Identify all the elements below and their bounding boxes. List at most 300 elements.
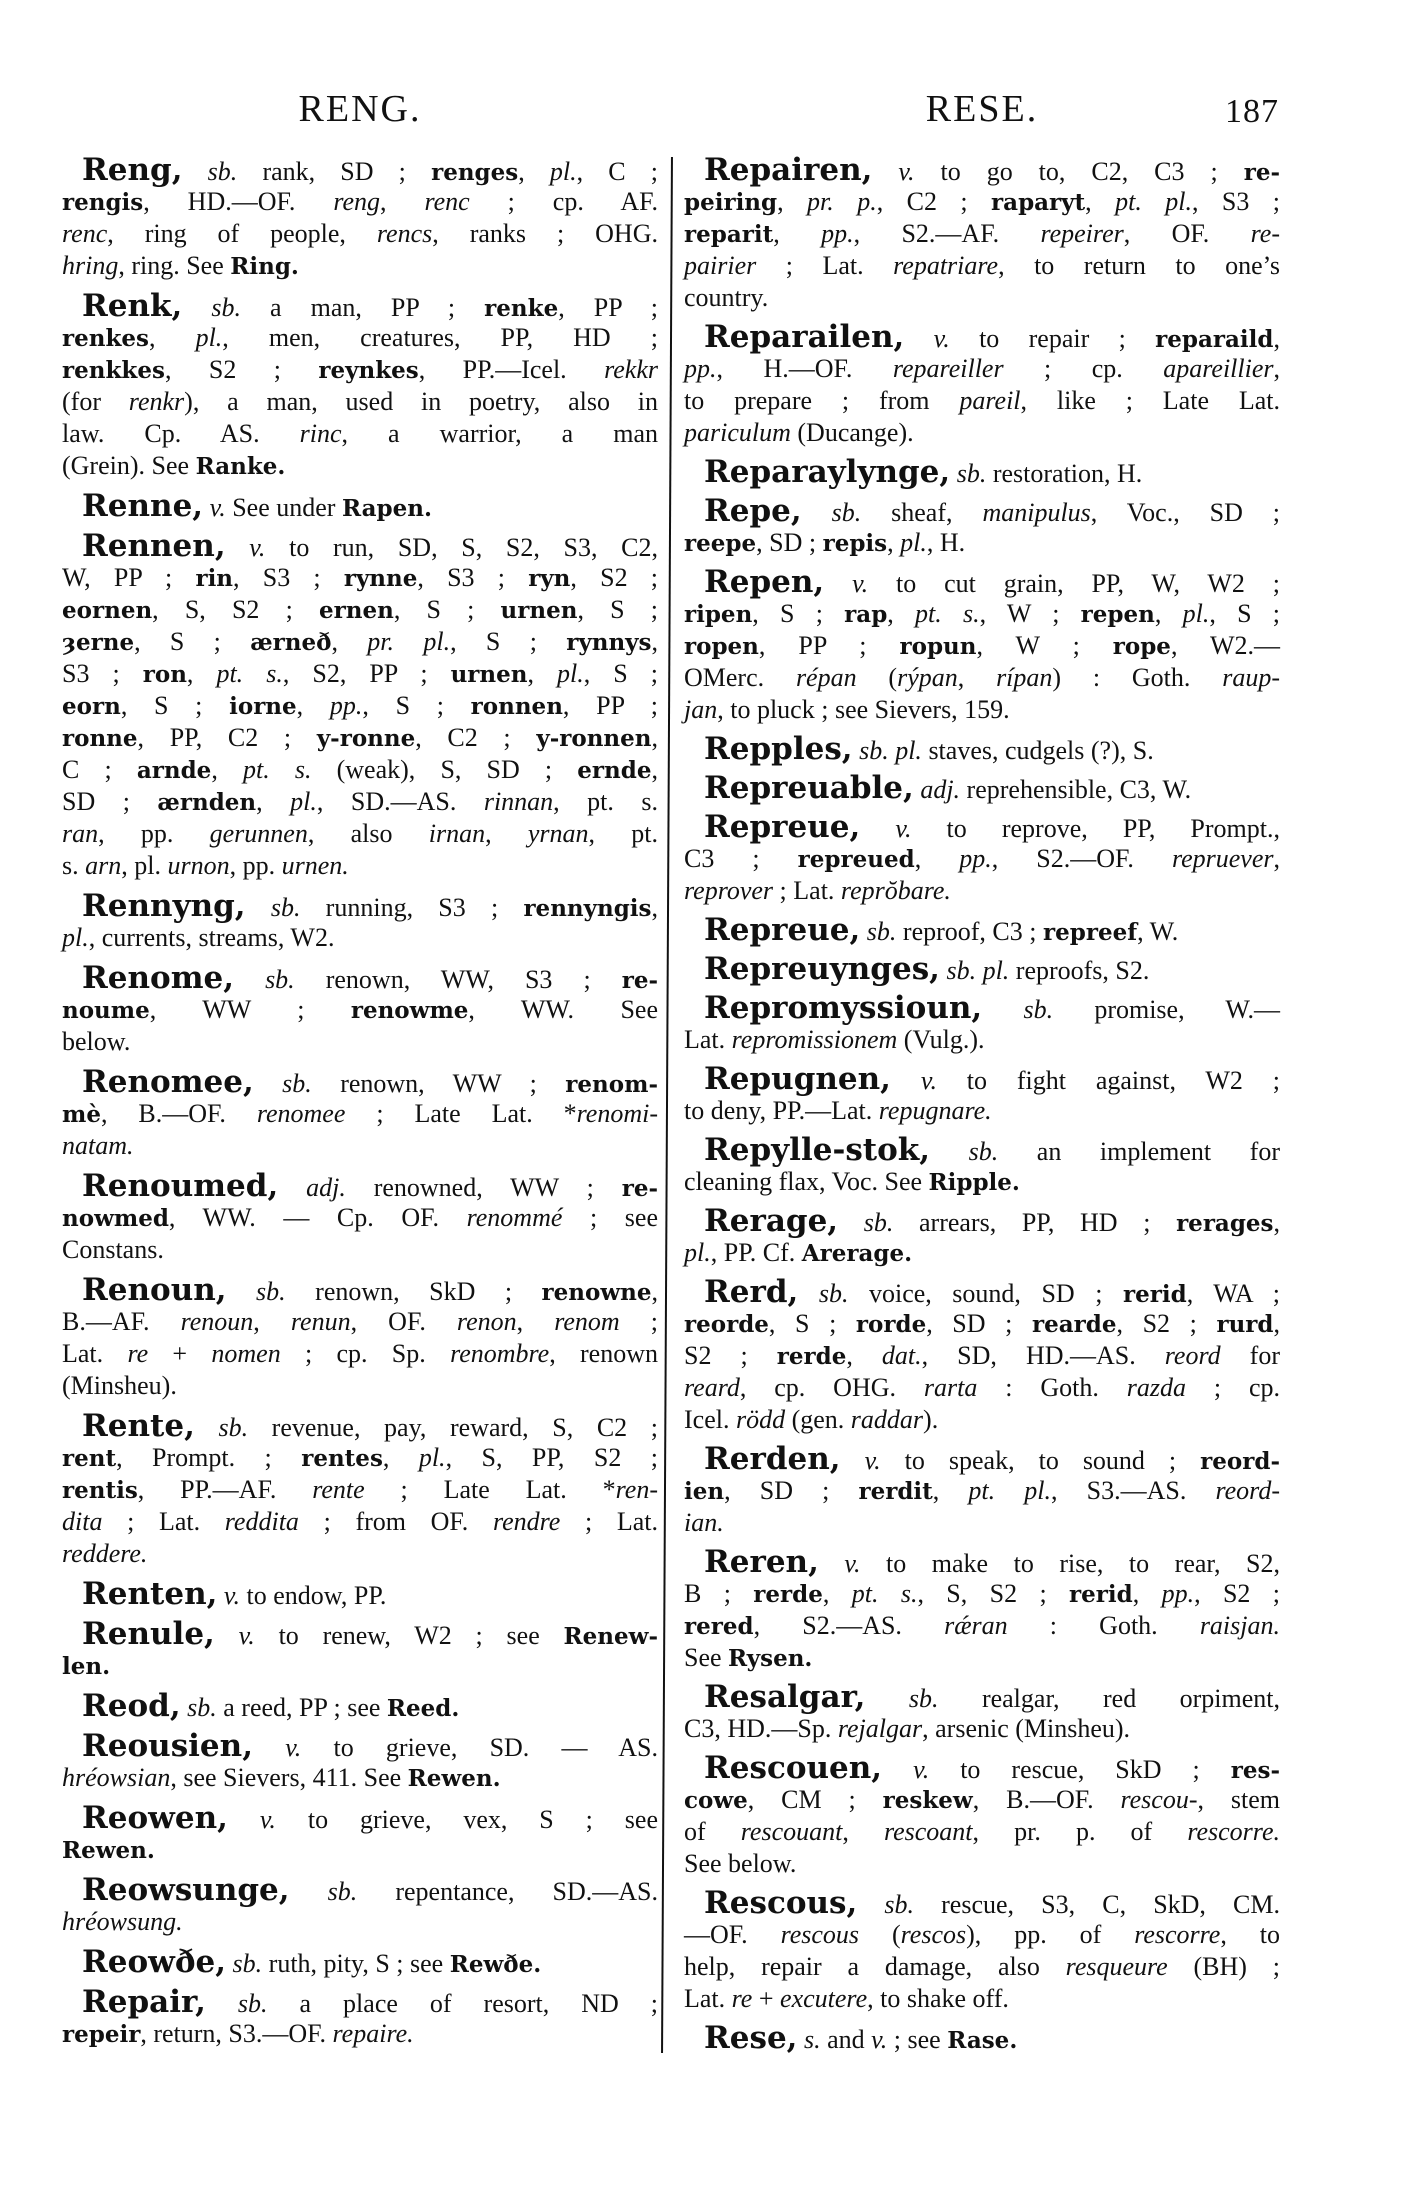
text: ; Lat. (102, 1507, 225, 1536)
entry-line (62, 2018, 658, 2050)
line-text (62, 1506, 658, 1538)
line-text (704, 1546, 1280, 1580)
text: (Vulg.). (897, 1025, 985, 1054)
italic-text: adj. (920, 775, 961, 804)
entry-first-line (62, 1690, 658, 1722)
text: renown, WW, S3 ; (294, 965, 622, 994)
italic-text: repromissionem (731, 1025, 898, 1054)
entry-line (62, 186, 658, 218)
dictionary-entry (62, 1170, 658, 1266)
text: , SD, HD.—AS. (921, 1341, 1165, 1370)
italic-text: v. (249, 533, 266, 562)
text: ; cp. (1003, 354, 1164, 383)
entry-first-line (684, 154, 1280, 186)
entry-line (684, 630, 1280, 662)
entry-line (684, 1095, 1280, 1127)
text: repentance, SD.—AS. (357, 1877, 658, 1906)
italic-text: re- (1250, 219, 1280, 248)
italic-text: repaire. (332, 2019, 414, 2048)
headword: Rerden, (704, 1441, 841, 1477)
bold-form: re- (621, 967, 658, 994)
bold-form: rerdit (858, 1478, 933, 1505)
line-text (684, 598, 1280, 631)
headword: Rescous, (704, 1885, 858, 1921)
headword: Reparaylynge, (704, 454, 951, 490)
line-text (684, 1340, 1280, 1373)
text: reproofs, S2. (1009, 956, 1150, 985)
text: , OF. (1123, 219, 1251, 248)
column-divider (661, 157, 673, 2053)
entry-line (62, 354, 658, 386)
italic-text: sb. (237, 1989, 268, 2018)
text (290, 1877, 328, 1906)
text: , pp. (229, 851, 282, 880)
text: , (651, 1277, 658, 1306)
text: Icel. (684, 1405, 736, 1434)
italic-text: jan (684, 695, 718, 724)
text: country. (684, 283, 769, 312)
entry-line (684, 1166, 1280, 1198)
line-text (704, 154, 1280, 189)
text: , WW. See (468, 995, 658, 1024)
italic-text: sb. (218, 1413, 249, 1442)
entry-first-line (62, 1730, 658, 1762)
italic-text: sb. (968, 1137, 999, 1166)
bold-form: reparit (684, 221, 774, 248)
line-text (684, 1848, 796, 1880)
italic-text: v. (871, 2025, 888, 2054)
entry-line (684, 186, 1280, 218)
entry-line (62, 1370, 658, 1402)
dictionary-entry (684, 811, 1280, 907)
text: , C ; (576, 157, 658, 186)
headword: Repairen, (704, 152, 873, 188)
line-text (62, 186, 658, 219)
text: realgar, red orpiment, (938, 1684, 1280, 1713)
entry-first-line (62, 290, 658, 322)
text: , arsenic (Minsheu). (922, 1714, 1131, 1743)
bold-form: reparaild (1155, 326, 1274, 353)
dictionary-entry (684, 772, 1280, 804)
dictionary-entry (62, 1730, 658, 1794)
bold-form: repreef (1043, 919, 1138, 946)
entry-line (62, 1338, 658, 1370)
text: , (1273, 354, 1280, 383)
text: ). (923, 1405, 939, 1434)
text: , S2 ; (1194, 1579, 1280, 1608)
entry-line (62, 322, 658, 354)
bold-form: repen (1080, 601, 1155, 628)
italic-text: s. (803, 2025, 821, 2054)
entry-line (684, 1308, 1280, 1340)
bold-form: noume (62, 997, 150, 1024)
line-text (684, 1308, 1280, 1341)
line-text (62, 218, 658, 250)
italic-text: v. (864, 1446, 881, 1475)
dictionary-entry (684, 992, 1280, 1056)
text: , S ; (120, 691, 230, 720)
dictionary-entry (62, 1802, 658, 1866)
italic-text: pariculum (684, 418, 791, 447)
italic-text: pt. s. (851, 1579, 918, 1608)
line-text (82, 1802, 658, 1836)
line-text (62, 626, 658, 659)
text: , H.—OF. (716, 354, 893, 383)
italic-text: reng (333, 187, 381, 216)
italic-text: repatriare (893, 251, 999, 280)
text: , S2.—AF. (853, 219, 1041, 248)
italic-text: v. (285, 1733, 302, 1762)
dictionary-entry (684, 1752, 1280, 1880)
entry-line (62, 850, 658, 882)
italic-text: v. (223, 1581, 241, 1610)
line-text (684, 1578, 1280, 1611)
bold-form: rerde (776, 1343, 847, 1370)
text (228, 1805, 260, 1834)
entry-first-line (62, 490, 658, 522)
italic-text: répan (795, 663, 857, 692)
italic-text: renombre (450, 1339, 550, 1368)
bold-form: rengis (62, 189, 144, 216)
line-text (684, 1372, 1280, 1404)
text: , like ; Late Lat. (1020, 386, 1280, 415)
italic-text: renc (424, 187, 470, 216)
headword: Rescouen, (704, 1750, 883, 1786)
bold-form: Rewen. (407, 1765, 501, 1792)
line-text (62, 1370, 177, 1402)
bold-form: reord- (1200, 1448, 1280, 1475)
text: , also (307, 819, 429, 848)
bold-form: ron (142, 661, 187, 688)
entry-line (684, 1642, 1280, 1674)
text: ; cp. Sp. (280, 1339, 451, 1368)
text: , S2, PP ; (282, 659, 451, 688)
text: , (518, 157, 550, 186)
entry-line (684, 875, 1280, 907)
italic-text: sb. (818, 1279, 849, 1308)
text: , S, S2 ; (917, 1579, 1070, 1608)
text (802, 498, 832, 527)
text: , S ; (450, 627, 567, 656)
text: to renew, W2 ; see (254, 1621, 564, 1650)
text: , S2 ; (570, 563, 658, 592)
text: ; see (562, 1203, 658, 1232)
text: , (777, 187, 808, 216)
text: , S ; (583, 659, 658, 688)
headword: Repen, (704, 564, 825, 600)
italic-text: pr. pl. (367, 627, 451, 656)
line-text (62, 1098, 658, 1131)
italic-text: pp. (684, 354, 717, 383)
headword: Reowðe, (82, 1944, 227, 1980)
entry-line (684, 385, 1280, 417)
bold-form: urnen (450, 661, 528, 688)
text: See under (225, 493, 342, 522)
italic-text: sb. (232, 1949, 263, 1978)
italic-text: apareillier (1163, 354, 1274, 383)
italic-text: renom (554, 1307, 620, 1336)
text: See (684, 1643, 729, 1672)
italic-text: v. (844, 1549, 861, 1578)
text: sheaf, (861, 498, 983, 527)
bold-form: mè (62, 1101, 101, 1128)
line-text (684, 1919, 1280, 1951)
headword: Repreuable, (704, 770, 914, 806)
line-text (684, 1024, 985, 1056)
text: , CM ; (747, 1785, 883, 1814)
headword: Resalgar, (704, 1679, 866, 1715)
entry-first-line (684, 992, 1280, 1024)
text: , return, S3.—OF. (140, 2019, 333, 2048)
bold-form: rerages (1176, 1210, 1274, 1237)
bold-form: rurd (1216, 1311, 1274, 1338)
text: , (822, 1579, 852, 1608)
text: , PP.—AF. (137, 1475, 313, 1504)
entry-line (684, 843, 1280, 875)
line-text (684, 1784, 1280, 1817)
text: , S2.—OF. (991, 844, 1172, 873)
text (227, 1277, 256, 1306)
text: to reprove, PP, Prompt., (911, 814, 1280, 843)
entry-line (62, 1538, 658, 1570)
bold-form: reepe (684, 530, 757, 557)
entry-line (62, 1442, 658, 1474)
italic-text: yrnan (527, 819, 589, 848)
entry-line (62, 626, 658, 658)
text: , SD ; (756, 528, 823, 557)
entry-first-line (62, 1986, 658, 2018)
italic-text: rente (312, 1475, 365, 1504)
text: (gen. (785, 1405, 851, 1434)
text: ), pp. of (966, 1920, 1135, 1949)
text: to go to, C2, C3 ; (914, 157, 1244, 186)
text: , B.—OF. (100, 1099, 257, 1128)
entry-line (62, 786, 658, 818)
entry-line (62, 1026, 658, 1058)
entry-first-line (684, 1134, 1280, 1166)
entry-first-line (62, 1066, 658, 1098)
text: , S ; (577, 595, 658, 624)
dictionary-entry (684, 914, 1280, 946)
bold-form: Rysen. (728, 1645, 813, 1672)
bold-form: rap (844, 601, 888, 628)
entry-line (684, 527, 1280, 559)
line-text (684, 1816, 1280, 1848)
running-head-right: RESE. (925, 88, 1039, 130)
entry-line (684, 1404, 1280, 1436)
entry-first-line (62, 1170, 658, 1202)
bold-form: rynne (343, 565, 418, 592)
text: , SD ; (926, 1309, 1032, 1338)
entry-line (684, 1024, 1280, 1056)
text: ; Lat. (773, 876, 841, 905)
line-text (704, 772, 1191, 806)
bold-form: repis (822, 530, 888, 557)
line-text (82, 1690, 459, 1725)
text: , (773, 219, 822, 248)
text: restoration, H. (986, 459, 1143, 488)
dictionary-entry (684, 1205, 1280, 1269)
italic-text: reord- (1215, 1476, 1280, 1505)
headword: Reren, (704, 1544, 819, 1580)
dictionary-entry (62, 1690, 658, 1722)
text: + (752, 1984, 781, 2013)
page-number: 187 (1225, 93, 1279, 130)
text: , WW ; (149, 995, 351, 1024)
text: s. (62, 851, 86, 880)
italic-text: rinnan (483, 787, 554, 816)
line-text (684, 1983, 1009, 2015)
text: , S3 ; (1191, 187, 1280, 216)
text: , C2 ; (415, 723, 537, 752)
text: ; Lat. (560, 1507, 658, 1536)
text: , (296, 691, 330, 720)
line-text (82, 1066, 658, 1101)
italic-text: resqueure (1065, 1952, 1168, 1981)
italic-text: pp. (329, 691, 363, 720)
entry-line (62, 1834, 658, 1866)
text: , to return to one’s (998, 251, 1280, 280)
entry-line (62, 1130, 658, 1162)
italic-text: renon (456, 1307, 517, 1336)
text: , S ; (362, 691, 471, 720)
italic-text: irnan (428, 819, 486, 848)
italic-text: reprover (684, 876, 774, 905)
text: , S2 ; (1116, 1309, 1217, 1338)
line-text (704, 992, 1280, 1026)
headword: Rese, (704, 2020, 798, 2056)
text: of (684, 1817, 741, 1846)
text: help, repair a damage, also (684, 1952, 1066, 1981)
headword: Repreue, (704, 912, 861, 948)
text: ; see (887, 2025, 948, 2054)
text: ; cp. (1185, 1373, 1280, 1402)
text: , S ; (768, 1309, 856, 1338)
line-text (704, 1134, 1280, 1168)
text: , PP ; (558, 293, 658, 322)
headword: Reowen, (82, 1800, 228, 1836)
entry-line (684, 1951, 1280, 1983)
italic-text: reddere. (62, 1539, 148, 1568)
line-text (684, 1237, 912, 1270)
bold-form: iorne (229, 693, 297, 720)
right-column (684, 154, 1280, 2054)
text: , (1154, 599, 1183, 628)
italic-text: pl. (1182, 599, 1210, 628)
bold-form: renowne (541, 1279, 652, 1306)
headword: Repe, (704, 493, 802, 529)
entry-line (684, 1816, 1280, 1848)
text (891, 1066, 921, 1095)
line-text (62, 658, 658, 691)
entry-line (684, 1983, 1280, 2015)
italic-text: repruever (1171, 844, 1274, 873)
text: ( (859, 1920, 901, 1949)
text: to grieve, vex, S ; see (275, 1805, 658, 1834)
text: SD ; (62, 787, 158, 816)
dictionary-entry (684, 1134, 1280, 1198)
dictionary-entry (684, 1887, 1280, 2015)
line-text (704, 1063, 1280, 1097)
text: , (887, 528, 901, 557)
text (183, 157, 208, 186)
italic-text: pt. s. (216, 659, 283, 688)
italic-text: gerunnen (209, 819, 308, 848)
line-text (62, 850, 349, 882)
bold-form: rerde (753, 1581, 823, 1608)
dictionary-entry (62, 1946, 658, 1978)
line-text (82, 962, 658, 997)
text: , H. (926, 528, 966, 557)
entry-line (62, 658, 658, 690)
bold-form: rearde (1031, 1311, 1117, 1338)
italic-text: v. (209, 493, 226, 522)
bold-form: ropun (899, 633, 977, 660)
line-text (62, 786, 658, 819)
text (904, 324, 933, 353)
text: arrears, PP, HD ; (893, 1208, 1177, 1237)
text: , (380, 187, 425, 216)
text: Lat. (62, 1339, 128, 1368)
line-text (62, 594, 658, 627)
entry-first-line (62, 1946, 658, 1978)
italic-text: rescouant (740, 1817, 843, 1846)
italic-text: renomi- (576, 1099, 658, 1128)
line-text (62, 354, 658, 387)
line-text (62, 1762, 501, 1795)
text: , (527, 659, 558, 688)
headword: Reng, (82, 152, 183, 188)
bold-form: arnde (136, 757, 212, 784)
entry-line (62, 1762, 658, 1794)
text: a place of resort, ND ; (267, 1989, 658, 2018)
entry-first-line (62, 1274, 658, 1306)
dictionary-entry (62, 1578, 658, 1610)
text: (Ducange). (790, 418, 914, 447)
line-text (704, 1443, 1280, 1478)
italic-text: sb. (256, 1277, 286, 1306)
bold-form: reynkes (318, 357, 419, 384)
italic-text: pareil (959, 386, 1021, 415)
line-text (62, 322, 658, 355)
italic-text: pl. (557, 659, 584, 688)
text: , (149, 323, 196, 352)
headword: Rerd, (704, 1274, 799, 1310)
text: , S ; (393, 595, 501, 624)
entry-first-line (684, 495, 1280, 527)
text: ; cp. AF. (469, 187, 658, 216)
text (234, 965, 265, 994)
bold-form: rerid (1122, 1281, 1187, 1308)
dictionary-entry (684, 495, 1280, 559)
italic-text: sb. (265, 965, 295, 994)
headword: Repreuynges, (704, 951, 940, 987)
text: , (651, 723, 658, 752)
text: an implement for (998, 1137, 1280, 1166)
line-text (684, 1713, 1130, 1745)
bold-form: res- (1230, 1757, 1280, 1784)
line-text (704, 321, 1280, 356)
text: , (1273, 844, 1280, 873)
dictionary-entry (62, 490, 658, 522)
text (278, 1173, 306, 1202)
line-text (684, 385, 1280, 417)
italic-text: renommé (466, 1203, 563, 1232)
text: , (382, 1443, 419, 1472)
dictionary-entry (684, 733, 1280, 765)
bold-form: ropen (684, 633, 759, 660)
entry-line (684, 598, 1280, 630)
